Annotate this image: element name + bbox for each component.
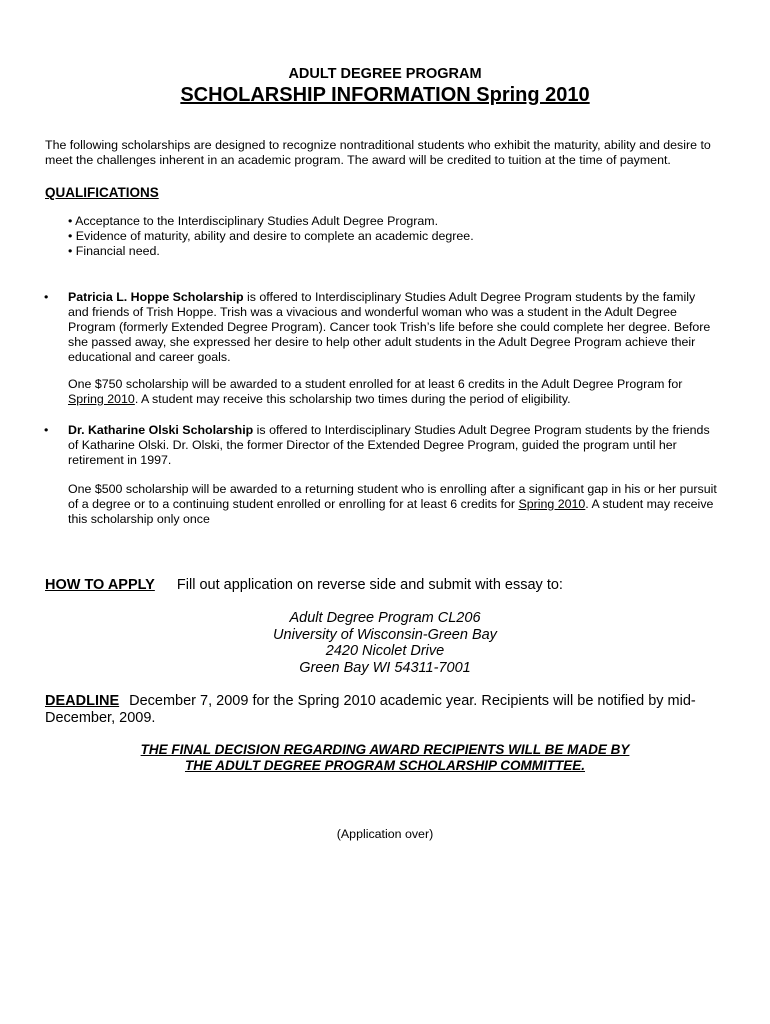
qualification-item: • Financial need. — [68, 244, 160, 258]
scholarship-line: she passed away, she expressed her desire to help other adult students in the Adult Degree Program achieve their — [68, 335, 696, 349]
award-line — [68, 497, 758, 512]
intro-paragraph — [45, 138, 745, 168]
bullet-icon: • — [44, 290, 49, 304]
bullet-icon: • — [44, 423, 49, 437]
scholarship-text: is offered to Interdisciplinary Studies Adult Degree Program students by the friends — [253, 423, 710, 437]
scholarship-line: retirement in 1997. — [68, 453, 172, 467]
qualification-item: • Evidence of maturity, ability and desire to complete an academic degree. — [68, 229, 474, 243]
final-decision-notice — [0, 742, 770, 774]
address-line: Adult Degree Program CL206 — [289, 610, 481, 626]
qualifications-list — [68, 214, 748, 259]
address-line: 2420 Nicolet Drive — [325, 643, 445, 659]
intro-line: meet the challenges inherent in an academic program. The award will be credited to tuition at the time of payment. — [45, 153, 671, 167]
address-line: University of Wisconsin-Green Bay — [273, 626, 497, 643]
address-line: Green Bay WI 54311-7001 — [299, 659, 471, 676]
page-title: SCHOLARSHIP INFORMATION Spring 2010 — [180, 84, 590, 106]
deadline-line: December, 2009. — [45, 710, 156, 726]
deadline — [45, 693, 745, 727]
program-heading: ADULT DEGREE PROGRAM — [288, 66, 482, 82]
deadline-text: December 7, 2009 for the Spring 2010 academic year. Recipients will be notified by mid- — [129, 693, 696, 709]
award-text: of a degree or to a continuing student enrolled or enrolling for at least 6 credits for — [68, 497, 519, 511]
award-line: One $750 scholarship will be awarded to a student enrolled for at least 6 credits in the Adult Degree Program for — [68, 377, 683, 391]
scholarship-text: is offered to Interdisciplinary Studies Adult Degree Program students by the family — [243, 290, 696, 304]
scholarship-name: Patricia L. Hoppe Scholarship — [68, 290, 244, 304]
how-to-apply-heading: HOW TO APPLY — [45, 577, 155, 593]
scholarship-line: of Katharine Olski. Dr. Olski, the former Director of the Extended Degree Program, guided the program until her — [68, 438, 677, 452]
scholarship-name: Dr. Katharine Olski Scholarship — [68, 423, 254, 437]
final-decision-line: THE FINAL DECISION REGARDING AWARD RECIPIENTS WILL BE MADE BY — [140, 742, 630, 757]
award-term: Spring 2010 — [518, 497, 586, 511]
mailing-address — [0, 610, 770, 676]
scholarship-first-line — [68, 290, 758, 305]
how-to-apply — [45, 577, 563, 593]
award-line: this scholarship only once — [68, 512, 210, 526]
how-to-apply-text: Fill out application on reverse side and submit with essay to: — [176, 577, 563, 593]
qualifications-heading: QUALIFICATIONS — [45, 185, 159, 200]
scholarship-hoppe-award — [68, 377, 758, 407]
qualification-item: • Acceptance to the Interdisciplinary Studies Adult Degree Program. — [68, 214, 439, 228]
scholarship-line: Program (formerly Extended Degree Program). Cancer took Trish’s life before she could complete her degree. Before — [68, 320, 711, 334]
scholarship-olski — [68, 423, 758, 468]
scholarship-line: educational and career goals. — [68, 350, 231, 364]
scholarship-first-line — [68, 423, 758, 438]
application-over-note: (Application over) — [336, 827, 434, 841]
scholarship-line: and friends of Trish Hoppe. Trish was a vivacious and wonderful woman who was a student in the Adult Degree — [68, 305, 677, 319]
deadline-line — [45, 693, 745, 710]
award-line: One $500 scholarship will be awarded to a returning student who is enrolling after a significant gap in his or her pursuit — [68, 482, 717, 496]
award-line — [68, 392, 758, 407]
award-text: . A student may receive — [585, 497, 714, 511]
award-text: . A student may receive this scholarship two times during the period of eligibility. — [134, 392, 571, 406]
deadline-heading: DEADLINE — [45, 693, 120, 709]
award-term: Spring 2010 — [68, 392, 135, 406]
scholarship-olski-award — [68, 482, 758, 527]
final-decision-line: THE ADULT DEGREE PROGRAM SCHOLARSHIP COMMITTEE. — [184, 758, 585, 773]
intro-line: The following scholarships are designed to recognize nontraditional students who exhibit the maturity, ability and desire to — [45, 138, 711, 152]
scholarship-hoppe — [68, 290, 758, 365]
